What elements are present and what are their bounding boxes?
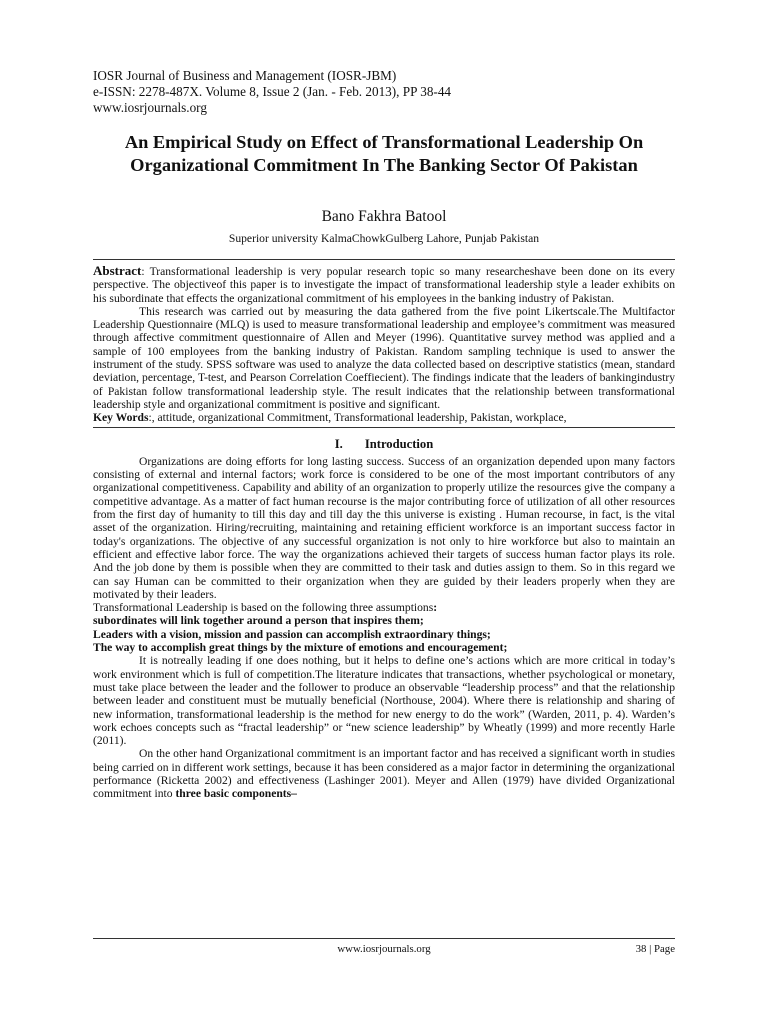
paper-title: An Empirical Study on Effect of Transformational Leadership On Organizational Commitment In The Banking Sector Of Pakistan: [124, 132, 644, 175]
author-affiliation: Superior university KalmaChowkGulberg Lahore, Punjab Pakistan: [228, 232, 540, 245]
keywords: [93, 411, 675, 424]
assumption-1: subordinates will link together around a person that inspires them;: [93, 614, 424, 628]
intro-paragraph-3-bold: three basic components–: [175, 787, 297, 801]
section-title: Introduction: [364, 436, 434, 451]
page-number: 38 | Page: [635, 943, 675, 955]
journal-website[interactable]: www.iosrjournals.org: [93, 100, 207, 115]
intro-paragraph-1: Organizations are doing efforts for long lasting success. Success of an organization depended upon many factors consisting of external and internal factors; work force is considered to be one of the most important contributors of any organizational competitiveness. Capability and ability of an organization to properly utilize the resources give the company a competitive advantage. As a matter of fact human recourse is the major contributing force of utilization of all other resources from the first day of humanity to till this day and till day the this universe is existing . Human recourse, in fact, is the vital asset of the organization. Hiring/recruiting, maintaining and retaining efficient workforce is an important success factor in today's organizations. The objective of any successful organization is not only to hire workforce but also to maintain an efficient and effective labor force. The way the organizations achieved their targets of success human factor plays its role. And the job done by them is possible when they are committed to their task and duties assign to them. So in this regard we can say Human can be committed to their organization when they are guided by their leaders properly when they are motivated by their leaders.: [93, 454, 675, 601]
assumptions-intro: [93, 601, 675, 614]
author-name: Bano Fakhra Batool: [321, 208, 447, 225]
assumptions-intro-text: Transformational Leadership is based on the following three assumptions: [93, 601, 434, 615]
intro-paragraph-3: [93, 747, 675, 800]
section-number: I.: [334, 436, 343, 451]
intro-paragraph-2: It is notreally leading if one does nothing, but it helps to define one’s actions which are more critical in today’s work environment which is full of competition.The literature indicates that transactions, whether psychological or monetary, must take place between the leader and the follower to produce an observable “leadership process” and that the relationship between leader and constituent must be mutually beneficial (Northouse, 2004). Where there is relationship and sharing of new information, transformational leadership is the method for new energy to do the work” (Warden, 2011, p. 4). Warden’s work echoes concepts such as “fractal leadership” or “new science leadership” by Wheatly (1999) and more recently Harle (2011).: [93, 654, 675, 748]
footer-website[interactable]: www.iosrjournals.org: [337, 943, 431, 955]
footer-rule: [93, 938, 675, 939]
abstract-top-rule: [93, 259, 675, 260]
keywords-text: :, attitude, organizational Commitment, Transformational leadership, Pakistan, workplace,: [148, 411, 567, 425]
abstract-text: : Transformational leadership is very popular research topic so many researcheshave been done on its every perspective. The objectiveof this paper is to investigate the impact of transformational leadership style a leader exhibits on his subordinate that effects the organizational commitment of his employees in the banking industry of Pakistan.: [93, 265, 675, 305]
journal-issn: e-ISSN: 2278-487X. Volume 8, Issue 2 (Jan. - Feb. 2013), PP 38-44: [93, 84, 452, 99]
abstract-paragraph: [93, 264, 675, 305]
journal-name: IOSR Journal of Business and Management (IOSR-JBM): [93, 68, 397, 83]
assumption-3: The way to accomplish great things by the mixture of emotions and encouragement;: [93, 641, 508, 655]
paper-body: [93, 264, 675, 801]
journal-header: [93, 68, 451, 116]
abstract-label: Abstract: [93, 263, 142, 278]
intro-paragraph-3-text: On the other hand Organizational commitment is an important factor and has received a significant worth in studies being carried on in different work settings, because it has been considered as a major factor in determining the organizational performance (Ricketta 2002) and effectiveness (Lashinger 2001). Meyer and Allen (1979) have divided Organizational commitment into: [93, 747, 675, 801]
assumption-2: Leaders with a vision, mission and passion can accomplish extraordinary things;: [93, 627, 491, 641]
abstract-paragraph-2: This research was carried out by measuring the data gathered from the five point Likertscale.The Multifactor Leadership Questionnaire (MLQ) is used to measure transformational leadership and employee’s commitment was measured through affective commitment questionnaire of Allen and Meyer (1996). Quantitative survey method was applied and a sample of 100 employees from the banking industry of Pakistan. Random sampling technique is used to answer the instrument of the study. SPSS software was used to analyze the data collected based on descriptive statistics (mean, standard deviation, percentage, T-test, and Pearson Correlation Coeffiecient). The findings indicate that the leaders of bankingindustry of Pakistan follow transformational leadership style. The result indicates that the relationship between transformational leadership style and organizational commitment is positive and significant.: [93, 304, 675, 411]
assumptions-colon: :: [433, 601, 438, 615]
keywords-label: Key Words: [93, 411, 149, 425]
section-heading-introduction: [93, 438, 675, 451]
abstract-bottom-rule: [93, 427, 675, 428]
